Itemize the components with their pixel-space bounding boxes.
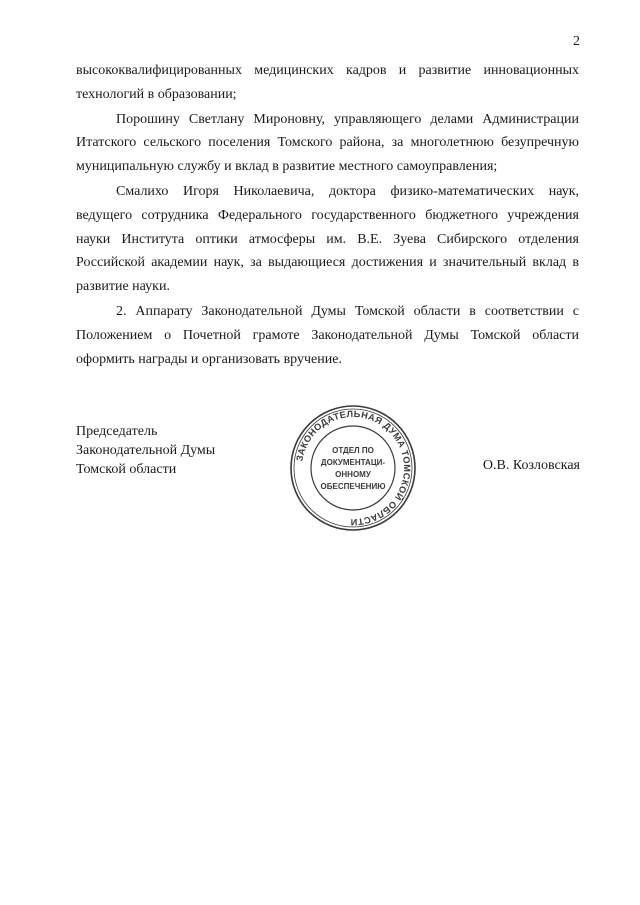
paragraph-award-poroshina: Порошину Светлану Мироновну, управляющего делами Администрации Итатского сельского поселения Томского района, за многолетнюю безупречную муниципальную службу и вклад в развитие местного самоуправления; [76, 111, 579, 175]
stamp-ring-text: ЗАКОНОДАТЕЛЬНАЯ ДУМА ТОМСКОЙ ОБЛАСТИ [294, 408, 413, 528]
paragraph-continuation: высококвалифицированных медицинских кадров и развитие инновационных технологий в образовании; [76, 63, 579, 102]
document-body [76, 59, 579, 371]
stamp-center-line-4: ОБЕСПЕЧЕНИЮ [320, 482, 386, 491]
stamp-outer-ring [291, 406, 415, 530]
paragraph-award-smalikho: Смалихо Игоря Николаевича, доктора физико-математических наук, ведущего сотрудника Федерального государственного бюджетного учреждения науки Института оптики атмосферы им. В.Е. Зуева Сибирского отделения Российской академии наук, за выдающиеся достижения и значительный вклад в развитие науки. [76, 183, 579, 295]
stamp-center-line-1: ОТДЕЛ ПО [332, 446, 374, 455]
signer-name: О.В. Козловская [482, 458, 580, 473]
stamp-inner-ring [311, 426, 395, 510]
signature-block [76, 422, 215, 479]
signer-title-line-3: Томской области [76, 462, 177, 477]
stamp-center-line-3: ОННОМУ [335, 470, 371, 479]
page-number: 2 [573, 34, 580, 49]
signer-title-line-1: Председатель [76, 424, 158, 439]
stamp-center-line-2: ДОКУМЕНТАЦИ- [320, 458, 386, 467]
paragraph-item-2: 2. Аппарату Законодательной Думы Томской области в соответствии с Положением о Почетной грамоте Законодательной Думы Томской области оформить награды и организовать вручение. [76, 303, 579, 367]
signer-title-line-2: Законодательной Думы [76, 443, 216, 458]
official-stamp [288, 403, 418, 533]
